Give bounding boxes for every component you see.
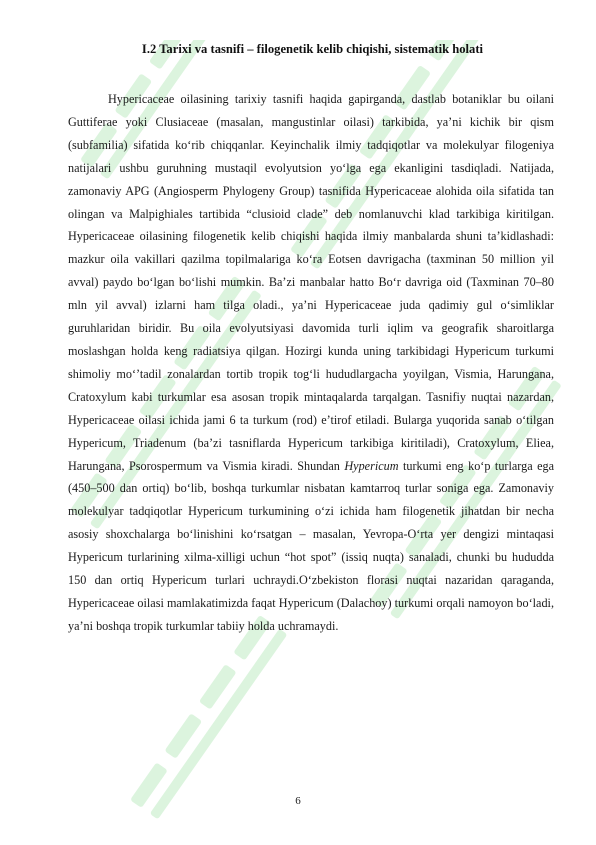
page-number: 6 <box>295 795 301 807</box>
body-paragraph <box>68 88 554 638</box>
body-text-part-1: Hypericaceae oilasining tarixiy tasnifi haqida gapirganda, dastlab botaniklar bu oilani Guttiferae yoki Clusiaceae (masalan, mangustinlar oilasi) tarkibida, ya’ni kichik bir qism (subfamilia) sifatida ko‘rib chiqqanlar. Keyinchalik ilmiy tadqiqotlar va molekulyar filogeniya natijalari ushbu guruhning mustaqil evolyutsion yo‘lga ega ekanligini tasdiqladi. Natijada, zamonaviy APG (Angiosperm Phylogeny Group) tasnifida Hypericaceae alohida oila sifatida tan olingan va Malpighiales tartibida “clusioid clade” deb nomlanuvchi klad tarkibiga kiritilgan. Hypericaceae oilasining filogenetik kelib chiqishi haqida ilmiy manbalarda shuni ta’kidlashadi: mazkur oila vakillari qazilma topilmalariga ko‘ra Eotsen davrigacha (taxminan 50 million yil avval) paydo bo‘lgan bo‘lishi mumkin. Ba’zi manbalar hatto Bo‘r davriga oid (Taxminan 70–80 mln yil avval) izlarni ham tilga oladi., ya’ni Hypericaceae juda qadimiy gul o‘simliklar guruhlaridan biridir. Bu oila evolyutsiyasi davomida turli iqlim va geografik sharoitlarga moslashgan holda keng radiatsiya qilgan. Hozirgi kunda uning tarkibidagi Hypericum turkumi shimoliy mo‘’tadil zonalardan tortib tropik tog‘li hududlargacha yoyilgan, Vismia, Harungana, Cratoxylum kabi turkumlar esa asosan tropik mintaqalarda tarqalgan. Tasnifiy nuqtai nazardan, Hypericaceae oilasi ichida jami 6 ta turkum (rod) e’tirof etiladi. Bularga yuqorida sanab o‘tilgan Hypericum, Triadenum (ba’zi tasniflarda Hypericum tarkibiga kiritiladi), Cratoxylum, Eliea, Harungana, Psorospermum va Vismia kiradi. Shundan <box>68 92 554 473</box>
section-heading: I.2 Tarixi va tasnifi – filogenetik kelib chiqishi, sistematik holati <box>141 42 484 56</box>
italic-genus-name: Hypericum <box>344 458 399 473</box>
body-text-part-2: turkumi eng ko‘p turlarga ega (450–500 dan ortiq) bo‘lib, boshqa turkumlar nisbatan kamtarroq turlar soniga ega. Zamonaviy molekulyar tadqiqotlar Hypericum turkumining o‘zi ichida ham filogenetik jihatdan bir necha asosiy shoxchalarga bo‘linishini ko‘rsatgan – masalan, Yevropa-O‘rta yer dengizi mintaqasi Hypericum turlarining xilma-xilligi uchun “hot spot” (issiq nuqta) sanaladi, chunki bu hududda 150 dan ortiq Hypericum turlari uchraydi.O‘zbekiston florasi nuqtai nazaridan qaraganda, Hypericaceae oilasi mamlakatimizda faqat Hypericum (Dalachoy) turkumi orqali namoyon bo‘ladi, ya’ni boshqa tropik turkumlar tabiiy holda uchramaydi. <box>68 458 554 633</box>
